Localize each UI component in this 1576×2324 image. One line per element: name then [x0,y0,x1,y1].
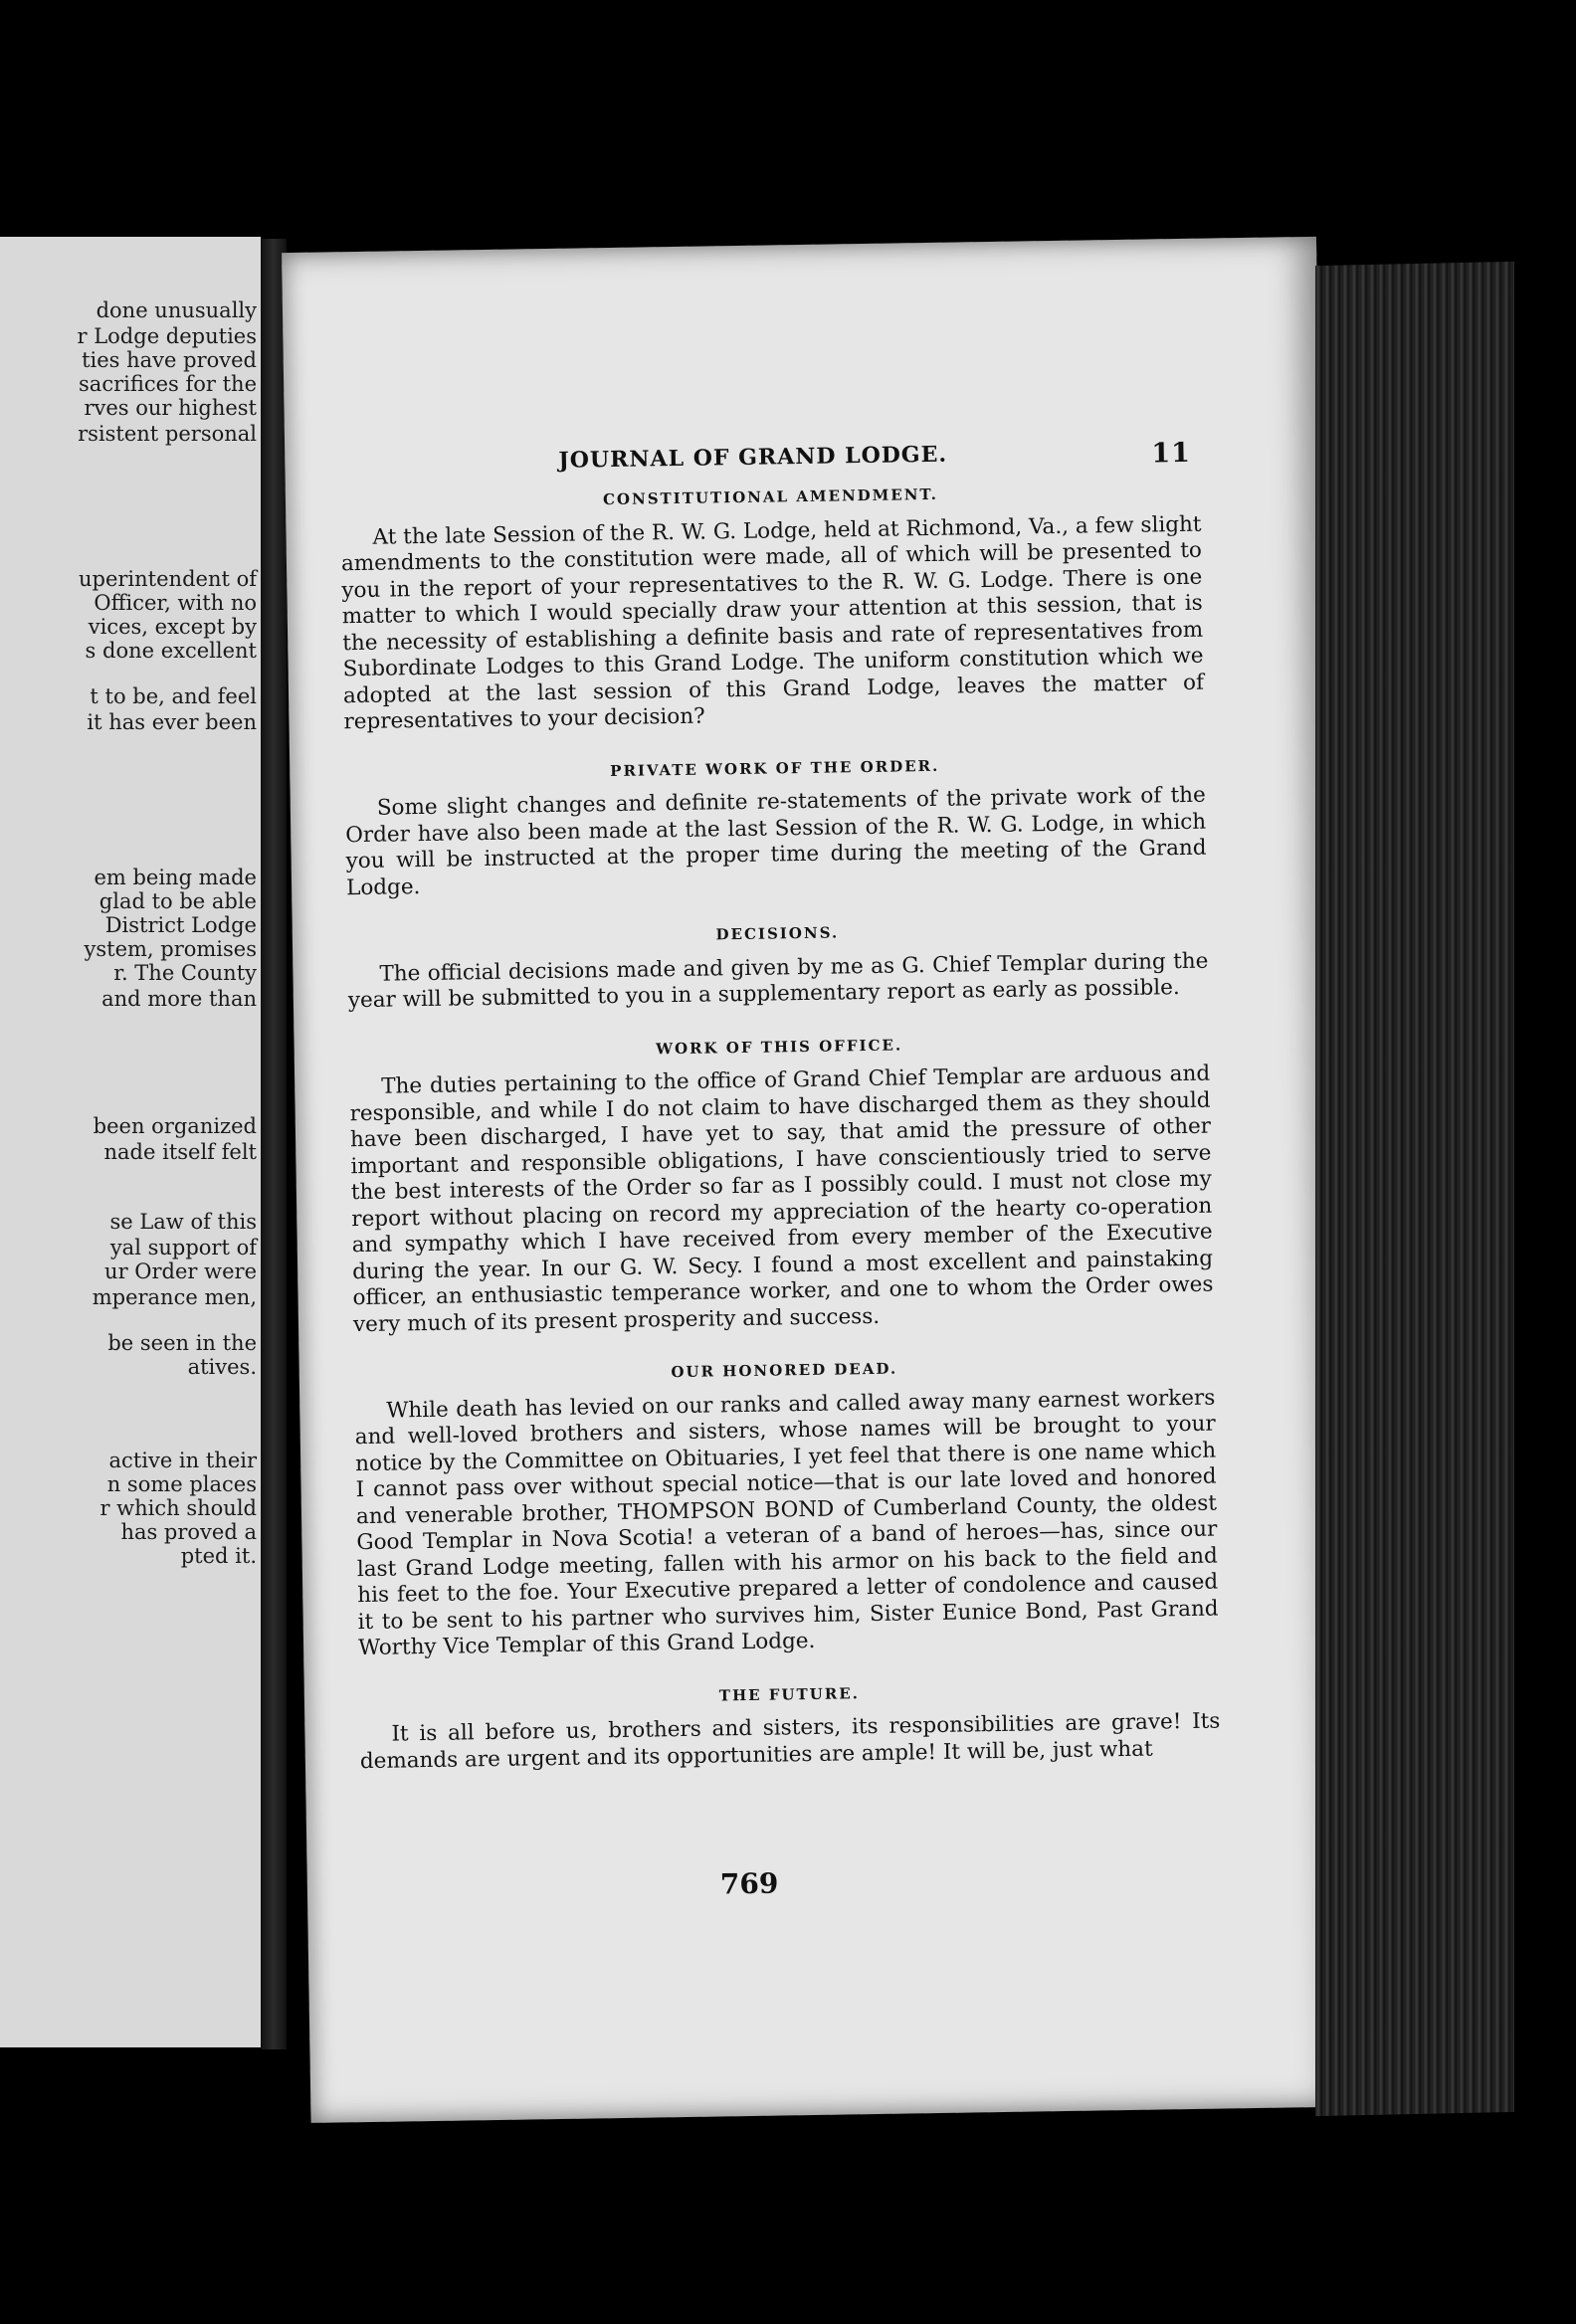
left-page-line: r. The County [113,961,257,985]
page-number-bottom: 769 [719,1866,779,1901]
section-work-of-office [349,1027,1215,1338]
section-the-future [359,1674,1221,1775]
section-text: It is all before us, brothers and sisters, its responsibilities are grave! Its demands are urgent and its opportunities are ample! It will be, just what [359,1708,1221,1774]
page-body [340,478,1221,1775]
left-page-line: done unusually [96,298,257,322]
left-page-line: atives. [187,1355,257,1379]
section-text: While death has levied on our ranks and called away many earnest workers and well-loved brothers and sisters, whose names will be brought to your notice by the Committee on Obituaries, I yet feel that there is one name which I cannot pass over without special notice—that is our late loved and honored and venerable brother, THOMPSON BOND of Cumberland County, the oldest Good Templar in Nova Scotia! a veteran of a band of heroes—has, since our last Grand Lodge meeting, fallen with his armor on his back to the field and his feet to the foe. Your Executive prepared a letter of condolence and caused it to be sent to his partner who survives him, Sister Eunice Bond, Past Grand Worthy Vice Templar of this Grand Lodge. [354,1385,1219,1661]
left-page-line: glad to be able [98,889,257,913]
section-heading: CONSTITUTIONAL AMENDMENT. [602,484,939,509]
left-page-line: be seen in the [107,1331,257,1355]
left-page-line: sacrifices for the [79,372,257,396]
left-page-line: ties have proved [82,348,257,372]
left-page-line: active in their [108,1449,257,1472]
left-page-line: yal support of [109,1236,257,1259]
left-page-line: mperance men, [92,1285,257,1309]
left-page-line: ystem, promises [84,937,257,961]
left-page-line: ur Order were [104,1259,257,1283]
section-constitutional-amendment [340,478,1205,736]
left-page-line: it has ever been [87,710,257,734]
section-private-work [344,748,1207,901]
left-page-line: Officer, with no [94,591,257,615]
left-page-line: t to be, and feel [90,684,257,708]
book-gutter [261,239,287,2049]
right-page [282,237,1345,2123]
left-page-line: District Lodge [104,913,257,937]
left-page-line: nade itself felt [103,1140,257,1164]
section-honored-dead [354,1351,1220,1662]
page-number-top: 11 [1151,437,1192,470]
left-page-line: has proved a [120,1520,257,1544]
section-heading: WORK OF THIS OFFICE. [656,1035,903,1058]
page-edges [1315,262,1514,2116]
running-head [558,437,1235,474]
left-page-line: rsistent personal [78,422,257,446]
section-heading: PRIVATE WORK OF THE ORDER. [610,756,940,780]
section-decisions [347,914,1209,1015]
section-text: Some slight changes and definite re-statements of the private work of the Order have also been made at the last Session of the R. W. G. Lodge, in which you will be instructed at the proper time during the meeting of the Grand Lodge. [345,782,1207,900]
section-heading: DECISIONS. [715,923,840,944]
left-page-line: and more than [101,987,257,1011]
left-page-line: r which should [99,1496,257,1520]
section-text: The duties pertaining to the office of Grand Chief Templar are arduous and responsible, and while I do not claim to have discharged them as they should have been discharged, I have yet to say, that amid the pressure of other important and responsible obligations, I have conscientiously tried to serve the best interests of the Order so far as I possibly could. I must not close my report without placing on record my appreciation of the hearty co-operation and sympathy which I have received from every member of the Executive during the year. In our G. W. Secy. I found a most excellent and painstaking officer, an enthusiastic temperance worker, and one to whom the Order owes very much of its present prosperity and success. [349,1061,1214,1337]
left-page-line: s done excellent [85,639,257,663]
left-page-line: se Law of this [109,1210,257,1234]
left-page-line: pted it. [180,1544,257,1568]
section-heading: OUR HONORED DEAD. [671,1359,898,1382]
section-heading: THE FUTURE. [718,1683,861,1704]
running-head-title: JOURNAL OF GRAND LODGE. [558,441,948,474]
left-page-line: em being made [94,866,257,889]
left-page-line: vices, except by [88,615,257,639]
section-text: At the late Session of the R. W. G. Lodge, held at Richmond, Va., a few slight amendments to the constitution were made, all of which will be presented to you in the report of your representatives to the R. W. G. Lodge. There is one matter to which I would specially draw your attention at this session, that is the necessity of establishing a definite basis and rate of representatives from Subordinate Lodges to this Grand Lodge. The uniform constitution which we adopted at the last session of this Grand Lodge, leaves the matter of representatives to your decision? [340,511,1205,735]
left-page-line: r Lodge deputies [77,324,257,348]
left-page [0,237,261,2047]
left-page-line: rves our highest [84,396,257,420]
left-page-line: been organized [93,1114,257,1138]
section-text: The official decisions made and given by me as G. Chief Templar during the year will be submitted to you in a supplementary report as early as possible. [347,948,1209,1014]
left-page-line: uperintendent of [79,567,257,591]
left-page-line: n some places [106,1472,257,1496]
